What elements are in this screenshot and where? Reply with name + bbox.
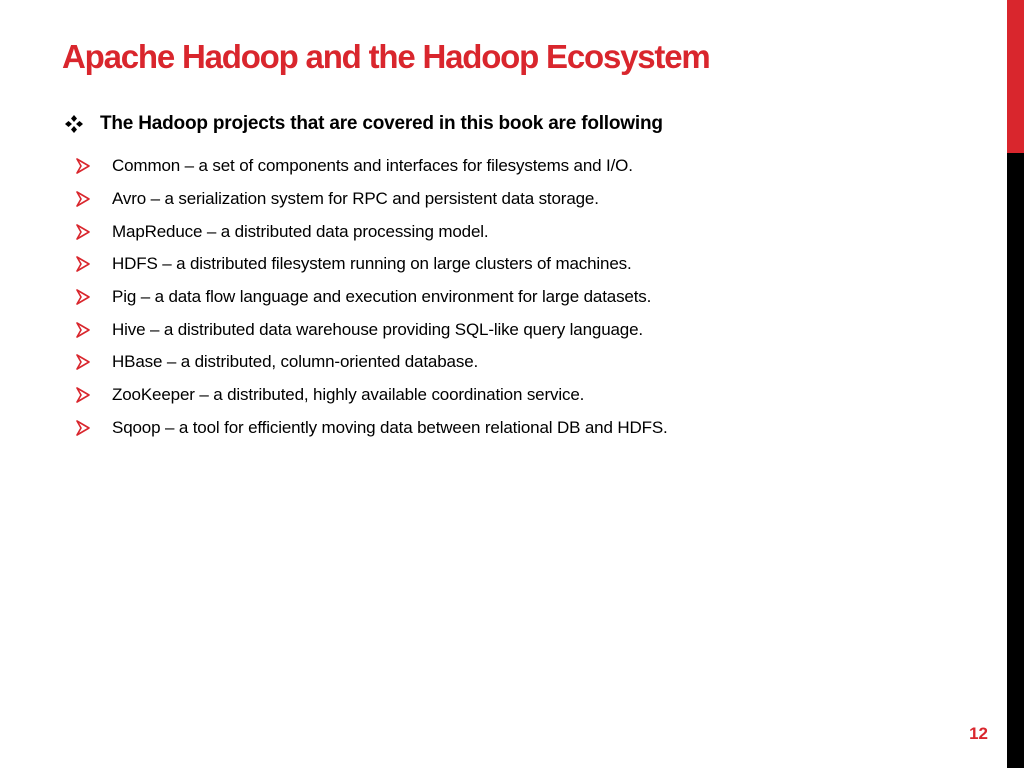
- heading-bullet-row: [64, 110, 663, 138]
- arrowhead-bullet-icon: [76, 387, 90, 403]
- slide-title: Apache Hadoop and the Hadoop Ecosystem: [62, 38, 710, 75]
- list-item: [76, 248, 668, 281]
- arrowhead-bullet-icon: [76, 289, 90, 305]
- list-item: [76, 379, 668, 412]
- list-item-text: Hive – a distributed data warehouse providing SQL-like query language.: [112, 319, 643, 339]
- list-item: [76, 281, 668, 314]
- arrowhead-bullet-icon: [76, 354, 90, 370]
- side-decor-bar: [1007, 0, 1024, 768]
- list-item: [76, 215, 668, 248]
- list-item-text: Avro – a serialization system for RPC and persistent data storage.: [112, 189, 599, 209]
- list-item-text: ZooKeeper – a distributed, highly available coordination service.: [112, 385, 585, 405]
- list-item-text: HBase – a distributed, column-oriented database.: [112, 352, 479, 372]
- list-item-text: MapReduce – a distributed data processing model.: [112, 221, 489, 241]
- list-item-text: HDFS – a distributed filesystem running on large clusters of machines.: [112, 254, 632, 274]
- arrowhead-bullet-icon: [76, 256, 90, 272]
- list-item-text: Pig – a data flow language and execution environment for large datasets.: [112, 287, 652, 307]
- arrowhead-bullet-icon: [76, 322, 90, 338]
- arrowhead-bullet-icon: [76, 420, 90, 436]
- arrowhead-bullet-icon: [76, 191, 90, 207]
- list-item: [76, 412, 668, 445]
- list-item: [76, 346, 668, 379]
- list-item-text: Common – a set of components and interfaces for filesystems and I/O.: [112, 156, 633, 176]
- list-item: [76, 150, 668, 183]
- side-decor-accent: [1007, 0, 1024, 153]
- page-number: 12: [969, 724, 988, 743]
- list-item-text: Sqoop – a tool for efficiently moving data between relational DB and HDFS.: [112, 417, 668, 437]
- list-item: [76, 183, 668, 216]
- list-item: [76, 313, 668, 346]
- four-diamond-bullet-icon: [64, 114, 88, 134]
- section-heading: The Hadoop projects that are covered in this book are following: [100, 113, 663, 134]
- arrowhead-bullet-icon: [76, 158, 90, 174]
- arrowhead-bullet-icon: [76, 224, 90, 240]
- project-list: [76, 150, 668, 444]
